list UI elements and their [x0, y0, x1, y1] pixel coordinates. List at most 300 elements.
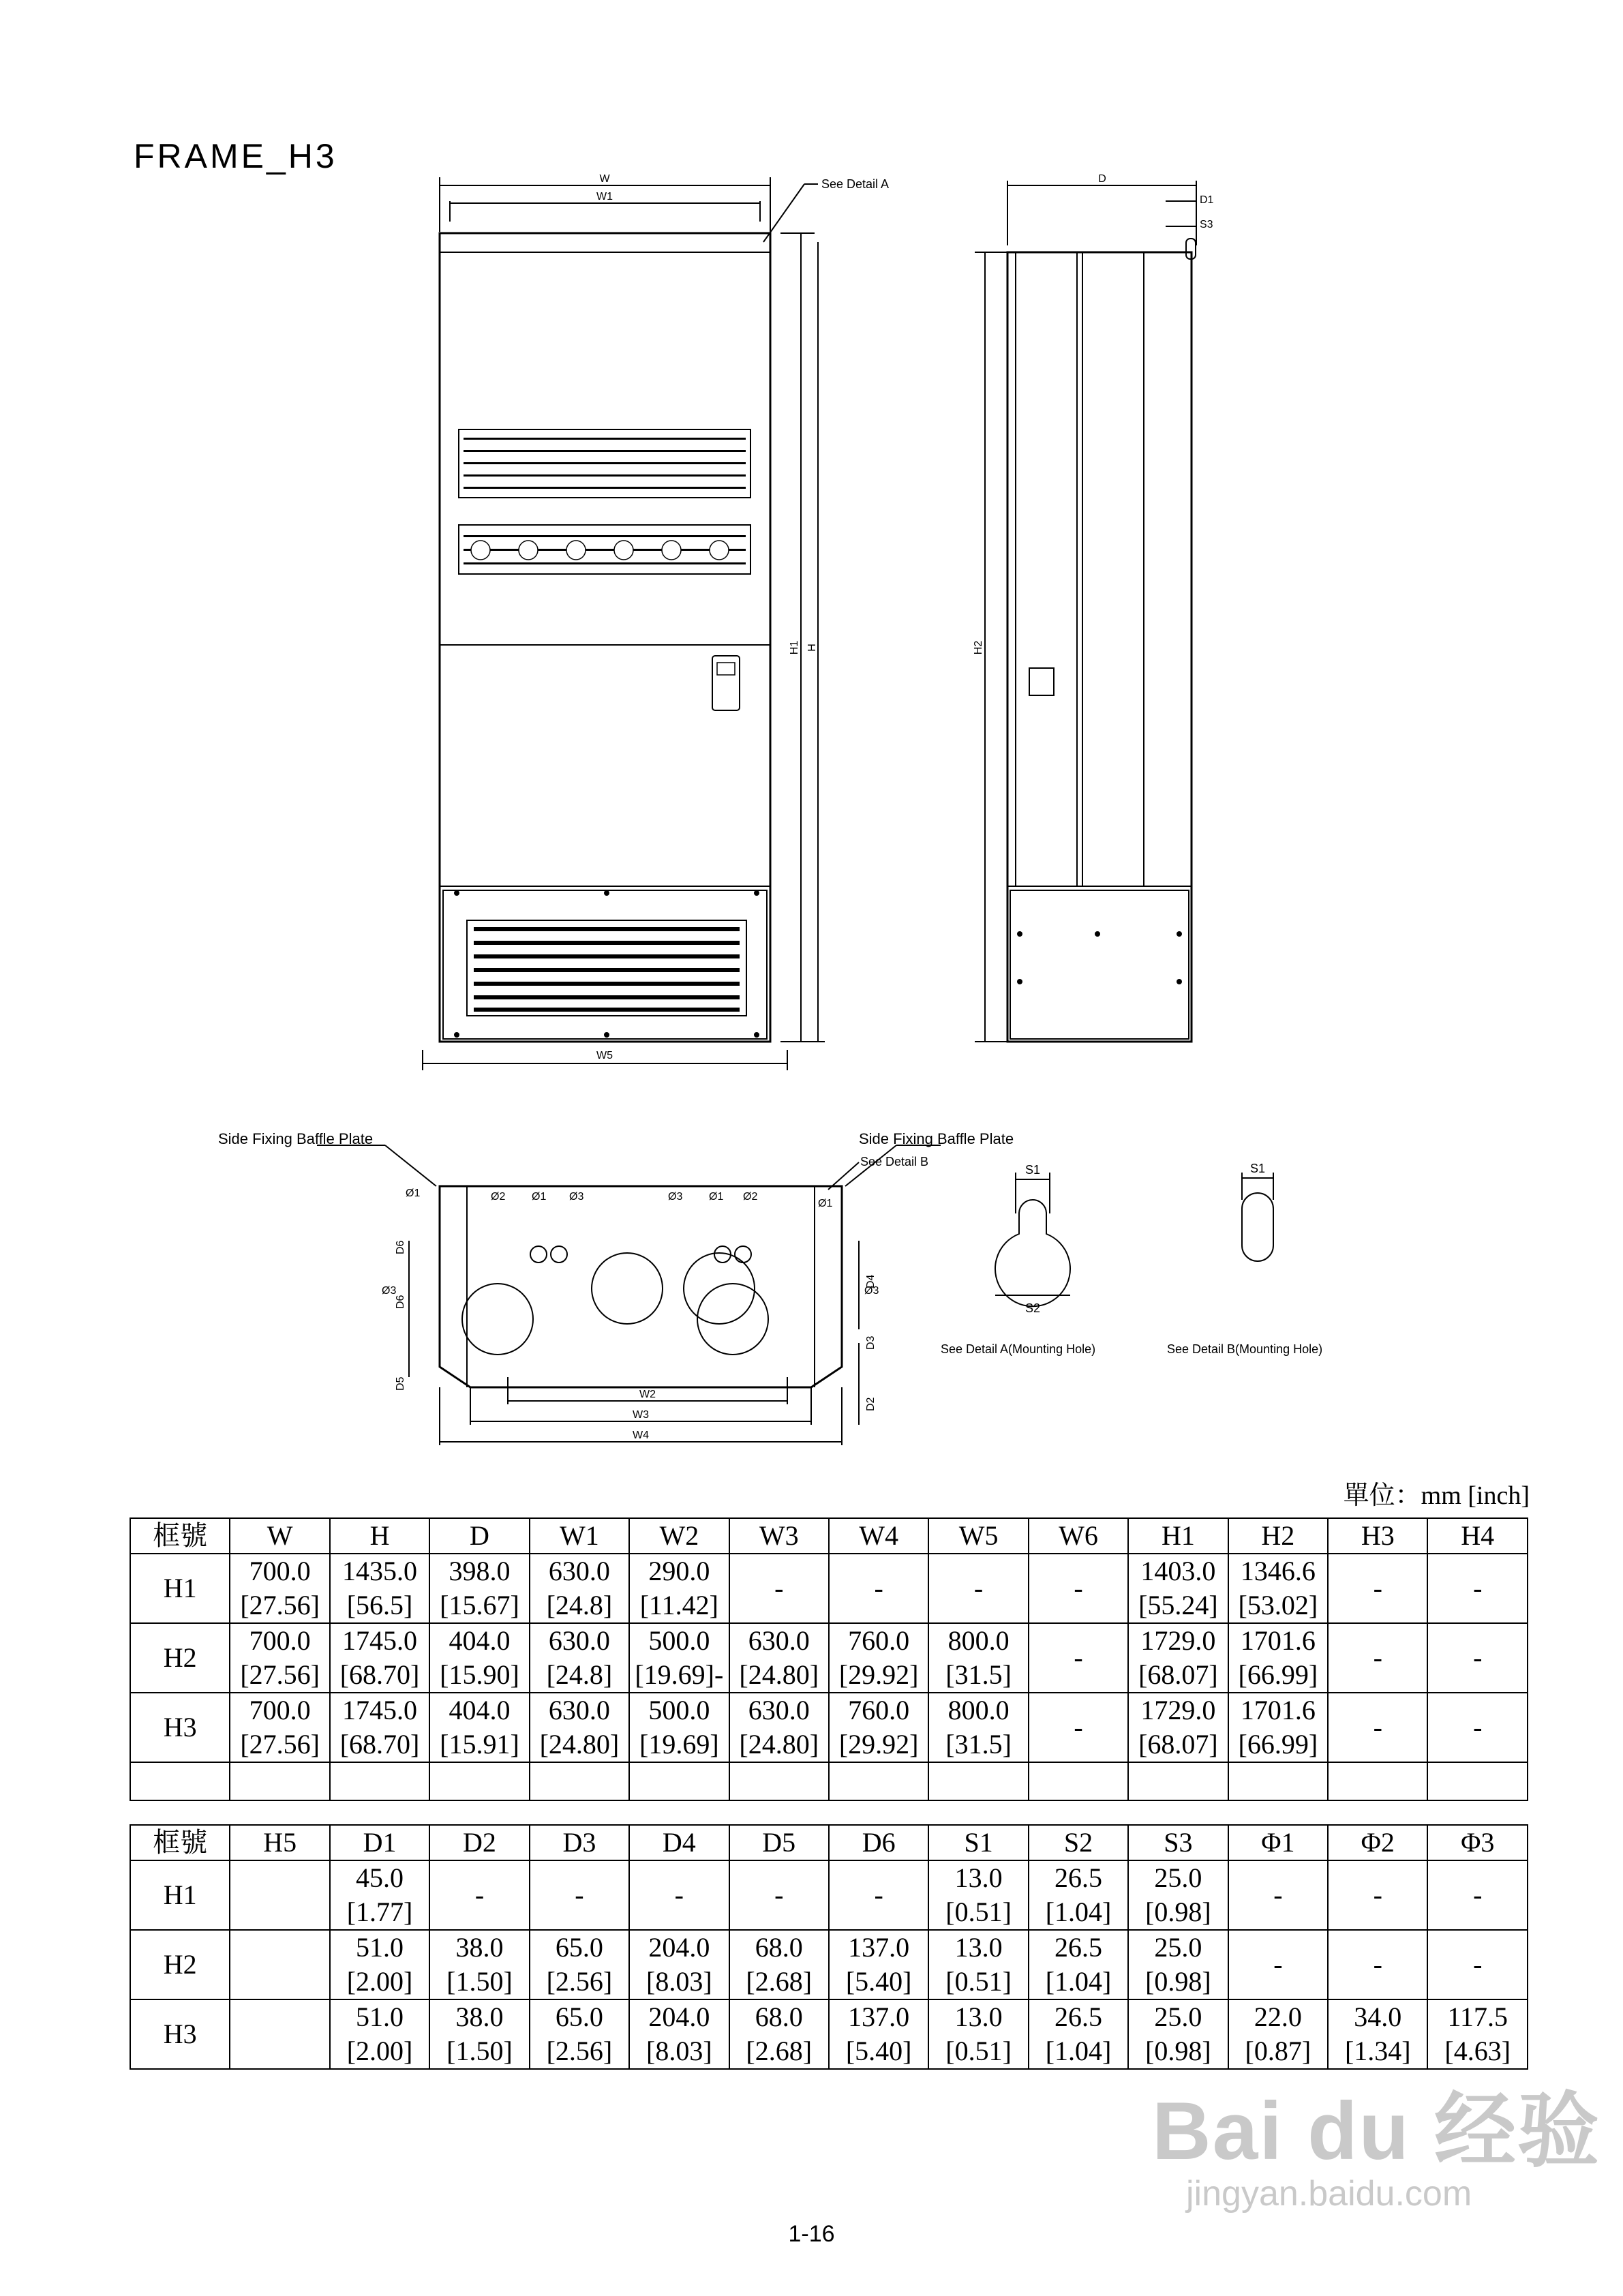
table-header: W6	[1029, 1518, 1128, 1554]
table-header: D1	[330, 1825, 429, 1860]
label-phi1-mid: Ø1	[532, 1191, 547, 1203]
cell-inch-value: [1.04]	[1045, 2036, 1112, 2066]
cell-value: 25.0	[1154, 2002, 1202, 2032]
cell-value: 38.0	[455, 1932, 504, 1963]
table-row	[130, 1693, 1528, 1762]
watermark-url: jingyan.baidu.com	[1186, 2174, 1472, 2214]
cell-value: 1729.0	[1140, 1695, 1216, 1725]
table-cell-empty	[629, 1762, 729, 1800]
table-cell	[1029, 1860, 1128, 1930]
table-cell-empty	[1128, 1762, 1228, 1800]
table-cell	[1128, 1693, 1228, 1762]
cell-value: 800.0	[947, 1695, 1010, 1725]
table-cell	[1427, 1554, 1528, 1623]
cell-value: 1745.0	[342, 1625, 418, 1656]
cell-inch-value: [19.69]-	[635, 1659, 724, 1690]
detail-a-caption: See Detail A(Mounting Hole)	[941, 1342, 1096, 1356]
table-cell	[330, 1930, 429, 1999]
cell-inch-value: [27.56]	[240, 1729, 320, 1759]
label-detail-b-s1: S1	[1249, 1162, 1266, 1175]
table-cell	[230, 1930, 329, 1999]
table-cell	[429, 1999, 529, 2069]
cell-value: 630.0	[548, 1556, 610, 1586]
label-phi3-left: Ø3	[382, 1285, 397, 1297]
label-phi1-far: Ø1	[818, 1198, 833, 1209]
cell-value: 1745.0	[342, 1695, 418, 1725]
cell-value: 26.5	[1055, 2002, 1102, 2032]
cell-value: 68.0	[755, 1932, 803, 1963]
table-cell	[829, 1693, 928, 1762]
table-cell	[629, 1623, 729, 1693]
table-cell	[829, 1623, 928, 1693]
cell-inch-value: [15.90]	[440, 1659, 519, 1690]
table-header: H1	[1128, 1518, 1228, 1554]
cell-value: 51.0	[356, 2002, 404, 2032]
table-cell	[429, 1930, 529, 1999]
cell-value: 760.0	[848, 1625, 910, 1656]
cell-value: 630.0	[748, 1695, 810, 1725]
cell-inch-value: [0.98]	[1145, 1966, 1211, 1997]
table-cell	[530, 1860, 629, 1930]
cell-inch-value: [24.80]	[539, 1729, 620, 1759]
cell-value: 137.0	[848, 1932, 910, 1963]
cell-value: -	[1473, 1949, 1483, 1980]
label-detail-a-s2: S2	[1025, 1301, 1041, 1315]
cell-value: 700.0	[249, 1556, 311, 1586]
cell-inch-value: [2.56]	[546, 1966, 613, 1997]
table-cell	[629, 1930, 729, 1999]
cell-inch-value: [2.00]	[346, 2036, 413, 2066]
label-w: W	[599, 173, 610, 185]
table-cell	[1328, 1623, 1427, 1693]
table-header: S2	[1029, 1825, 1128, 1860]
cell-inch-value: [8.03]	[646, 2036, 712, 2066]
cell-value: -	[1074, 1642, 1083, 1673]
cell-value: 51.0	[356, 1932, 404, 1963]
table-cell	[1029, 1623, 1128, 1693]
cell-inch-value: [68.70]	[339, 1659, 420, 1690]
cell-value: 1403.0	[1140, 1556, 1216, 1586]
cell-inch-value: [27.56]	[240, 1590, 320, 1620]
label-phi1-left: Ø1	[406, 1188, 421, 1199]
label-h2: H2	[973, 640, 984, 655]
cell-value: -	[1373, 1949, 1382, 1980]
table-cell-empty	[330, 1762, 429, 1800]
cell-value: 45.0	[356, 1862, 404, 1893]
label-w5: W5	[596, 1050, 613, 1061]
label-phi3-far: Ø3	[864, 1285, 879, 1297]
label-d6-bottom: D6	[395, 1295, 406, 1309]
cell-value: 13.0	[954, 1932, 1003, 1963]
table-cell-empty	[1328, 1762, 1427, 1800]
cell-inch-value: [24.8]	[546, 1590, 613, 1620]
table-cell	[1128, 1623, 1228, 1693]
cell-inch-value: [2.56]	[546, 2036, 613, 2066]
table-cell	[729, 1554, 829, 1623]
cell-inch-value: [53.02]	[1238, 1590, 1318, 1620]
table-cell	[429, 1860, 529, 1930]
cell-inch-value: [0.98]	[1145, 1897, 1211, 1927]
cell-value: -	[1074, 1573, 1083, 1603]
cell-inch-value: [2.68]	[746, 1966, 813, 1997]
table-row	[130, 1554, 1528, 1623]
cell-value: -	[1373, 1879, 1382, 1910]
cell-value: 700.0	[249, 1695, 311, 1725]
cell-value: 404.0	[449, 1695, 511, 1725]
table-header-row	[130, 1825, 1528, 1860]
cell-inch-value: [55.24]	[1138, 1590, 1218, 1620]
cell-inch-value: [15.67]	[440, 1590, 519, 1620]
frame-cell: H3	[130, 1999, 230, 2069]
table-cell-empty	[928, 1762, 1028, 1800]
table-cell	[1228, 1999, 1328, 2069]
table-cell	[629, 1693, 729, 1762]
table-cell	[928, 1860, 1028, 1930]
table-cell	[1427, 1693, 1528, 1762]
label-see-detail-a: See Detail A	[821, 177, 890, 191]
label-d3: D3	[865, 1335, 877, 1350]
table-header: D4	[629, 1825, 729, 1860]
table-header: Φ3	[1427, 1825, 1528, 1860]
label-phi2-right: Ø2	[743, 1191, 758, 1203]
table-cell-empty	[1029, 1762, 1128, 1800]
table-cell	[1328, 1930, 1427, 1999]
cell-inch-value: [0.51]	[945, 1966, 1012, 1997]
cell-value: 65.0	[555, 1932, 603, 1963]
detail-b-caption: See Detail B(Mounting Hole)	[1167, 1342, 1323, 1356]
cell-inch-value: [8.03]	[646, 1966, 712, 1997]
table-cell	[1128, 1930, 1228, 1999]
frame-cell: H1	[130, 1554, 230, 1623]
cell-value: 1701.6	[1240, 1695, 1316, 1725]
label-w3: W3	[633, 1409, 649, 1421]
dimension-table-bottom	[130, 1824, 1528, 2070]
cell-inch-value: [1.77]	[346, 1897, 413, 1927]
table-header: H2	[1228, 1518, 1328, 1554]
cell-value: -	[874, 1573, 883, 1603]
cell-value: 13.0	[954, 1862, 1003, 1893]
table-cell	[729, 1693, 829, 1762]
table-cell	[230, 1554, 329, 1623]
cell-value: -	[1273, 1879, 1283, 1910]
table-header: W3	[729, 1518, 829, 1554]
page-number: 1-16	[788, 2221, 835, 2247]
table-cell	[330, 1623, 429, 1693]
cell-value: -	[1473, 1879, 1483, 1910]
table-cell	[729, 1930, 829, 1999]
table-cell	[230, 1623, 329, 1693]
table-cell	[1128, 1860, 1228, 1930]
cell-value: -	[1273, 1949, 1283, 1980]
table-cell	[829, 1930, 928, 1999]
cell-value: -	[674, 1879, 684, 1910]
detail-a-drawing	[934, 1159, 1138, 1363]
cell-inch-value: [1.50]	[446, 1966, 513, 1997]
table-cell	[1328, 1860, 1427, 1930]
cell-inch-value: [0.98]	[1145, 2036, 1211, 2066]
cell-value: 290.0	[648, 1556, 710, 1586]
table-header-row	[130, 1518, 1528, 1554]
bottom-view-drawing	[204, 1125, 1022, 1479]
cell-value: 65.0	[555, 2002, 603, 2032]
table-cell	[629, 1554, 729, 1623]
cell-inch-value: [66.99]	[1238, 1659, 1318, 1690]
table-cell	[829, 1554, 928, 1623]
label-see-detail-b: See Detail B	[860, 1155, 929, 1168]
table-cell	[1228, 1860, 1328, 1930]
label-side-fixing-right: Side Fixing Baffle Plate	[859, 1130, 1014, 1147]
cell-value: -	[774, 1573, 784, 1603]
cell-value: 1435.0	[342, 1556, 418, 1586]
table-cell	[429, 1623, 529, 1693]
table-cell	[1228, 1623, 1328, 1693]
table-cell	[530, 1693, 629, 1762]
table-row	[130, 1930, 1528, 1999]
table-cell	[1228, 1930, 1328, 1999]
cell-value: 800.0	[947, 1625, 1010, 1656]
table-cell	[629, 1999, 729, 2069]
cell-inch-value: [1.50]	[446, 2036, 513, 2066]
cell-inch-value: [68.07]	[1138, 1729, 1218, 1759]
label-d4: D4	[865, 1274, 877, 1288]
table-header: Φ1	[1228, 1825, 1328, 1860]
cell-value: -	[1373, 1712, 1382, 1742]
cell-value: -	[575, 1879, 584, 1910]
table-cell-empty	[829, 1762, 928, 1800]
cell-inch-value: [5.40]	[845, 1966, 912, 1997]
table-header: D6	[829, 1825, 928, 1860]
table-cell	[530, 1623, 629, 1693]
label-h1: H1	[789, 640, 800, 655]
cell-inch-value: [27.56]	[240, 1659, 320, 1690]
table-header: W	[230, 1518, 329, 1554]
table-header: S1	[928, 1825, 1028, 1860]
cell-value: 117.5	[1447, 2002, 1508, 2032]
table-cell	[230, 1860, 329, 1930]
dimension-table-top	[130, 1517, 1528, 1801]
label-w4: W4	[633, 1430, 649, 1441]
frame-cell: H2	[130, 1930, 230, 1999]
table-cell	[729, 1999, 829, 2069]
cell-inch-value: [4.63]	[1444, 2036, 1511, 2066]
table-cell	[1427, 1930, 1528, 1999]
cell-inch-value: [24.8]	[546, 1659, 613, 1690]
table-header: W5	[928, 1518, 1028, 1554]
cell-value: -	[474, 1879, 485, 1910]
cell-inch-value: [31.5]	[945, 1729, 1012, 1759]
table-header: W2	[629, 1518, 729, 1554]
table-cell	[729, 1623, 829, 1693]
table-cell	[1029, 1999, 1128, 2069]
cell-inch-value: [31.5]	[945, 1659, 1012, 1690]
label-s3: S3	[1200, 219, 1213, 230]
table-header: D5	[729, 1825, 829, 1860]
table-cell	[829, 1999, 928, 2069]
cell-inch-value: [68.07]	[1138, 1659, 1218, 1690]
cell-value: 68.0	[755, 2002, 803, 2032]
cell-value: 630.0	[548, 1695, 610, 1725]
table-cell	[1128, 1999, 1228, 2069]
table-cell	[1427, 1999, 1528, 2069]
cell-value: -	[874, 1879, 883, 1910]
cell-inch-value: [15.91]	[440, 1729, 519, 1759]
cell-value: -	[1473, 1712, 1483, 1742]
cell-inch-value: [0.51]	[945, 2036, 1012, 2066]
cell-inch-value: [29.92]	[838, 1659, 919, 1690]
cell-inch-value: [68.70]	[339, 1729, 420, 1759]
table-header: Φ2	[1328, 1825, 1427, 1860]
cell-value: -	[1473, 1642, 1483, 1673]
cell-inch-value: [56.5]	[346, 1590, 413, 1620]
cell-inch-value: [0.87]	[1245, 2036, 1311, 2066]
label-d1: D1	[1200, 194, 1214, 206]
table-header: H3	[1328, 1518, 1427, 1554]
cell-value: 38.0	[455, 2002, 504, 2032]
frame-cell: H1	[130, 1860, 230, 1930]
table-row	[130, 1860, 1528, 1930]
cell-inch-value: [1.04]	[1045, 1966, 1112, 1997]
cell-value: 13.0	[954, 2002, 1003, 2032]
cell-value: 34.0	[1354, 2002, 1402, 2032]
label-w2: W2	[639, 1389, 656, 1400]
table-cell	[1328, 1693, 1427, 1762]
cell-value: 760.0	[848, 1695, 910, 1725]
frame-cell: H3	[130, 1693, 230, 1762]
cell-inch-value: [11.42]	[639, 1590, 718, 1620]
table-cell	[530, 1930, 629, 1999]
table-cell	[1228, 1693, 1328, 1762]
table-cell	[1328, 1554, 1427, 1623]
cell-value: -	[973, 1573, 984, 1603]
table-cell	[1427, 1623, 1528, 1693]
cell-value: 204.0	[648, 1932, 710, 1963]
cell-inch-value: [24.80]	[739, 1659, 819, 1690]
detail-b-drawing	[1159, 1159, 1363, 1363]
label-phi2-left: Ø2	[491, 1191, 506, 1203]
label-d6-top: D6	[395, 1240, 406, 1254]
table-row	[130, 1623, 1528, 1693]
table-header: D2	[429, 1825, 529, 1860]
cell-inch-value: [0.51]	[945, 1897, 1012, 1927]
table-header: D3	[530, 1825, 629, 1860]
cell-inch-value: [1.34]	[1344, 2036, 1411, 2066]
cell-value: 500.0	[648, 1695, 710, 1725]
table-cell	[230, 1693, 329, 1762]
table-header: H5	[230, 1825, 329, 1860]
cell-value: 1729.0	[1140, 1625, 1216, 1656]
table-cell	[1427, 1860, 1528, 1930]
label-detail-a-s1: S1	[1025, 1163, 1041, 1177]
table-top-body	[130, 1554, 1528, 1800]
table-cell	[729, 1860, 829, 1930]
cell-inch-value: [2.68]	[746, 2036, 813, 2066]
cell-inch-value: [1.04]	[1045, 1897, 1112, 1927]
table-cell	[1029, 1554, 1128, 1623]
label-d: D	[1098, 173, 1106, 185]
table-cell	[928, 1999, 1028, 2069]
table-cell	[330, 1554, 429, 1623]
cell-value: 25.0	[1154, 1932, 1202, 1963]
table-header: 框號	[130, 1518, 230, 1554]
cell-value: 398.0	[449, 1556, 511, 1586]
table-cell-empty	[530, 1762, 629, 1800]
table-cell	[928, 1930, 1028, 1999]
cell-value: 630.0	[748, 1625, 810, 1656]
label-w1: W1	[596, 191, 613, 202]
table-cell-empty	[429, 1762, 529, 1800]
table-header: W4	[829, 1518, 928, 1554]
table-header: H	[330, 1518, 429, 1554]
cell-value: 137.0	[848, 2002, 910, 2032]
cell-value: 26.5	[1055, 1932, 1102, 1963]
table-cell	[530, 1554, 629, 1623]
table-cell	[928, 1693, 1028, 1762]
label-phi3-right: Ø3	[668, 1191, 683, 1203]
cell-inch-value: [29.92]	[838, 1729, 919, 1759]
cell-value: 700.0	[249, 1625, 311, 1656]
table-cell	[928, 1623, 1028, 1693]
table-cell	[230, 1999, 329, 2069]
table-cell	[530, 1999, 629, 2069]
table-bottom-body	[130, 1860, 1528, 2069]
cell-value: 26.5	[1055, 1862, 1102, 1893]
label-d2: D2	[865, 1397, 877, 1411]
cell-inch-value: [24.80]	[739, 1729, 819, 1759]
cell-value: 404.0	[449, 1625, 511, 1656]
table-cell-empty	[1427, 1762, 1528, 1800]
cell-value: 1701.6	[1240, 1625, 1316, 1656]
table-row	[130, 1999, 1528, 2069]
table-cell-empty	[1228, 1762, 1328, 1800]
table-cell	[429, 1554, 529, 1623]
cell-value: -	[1373, 1573, 1382, 1603]
table-empty-row	[130, 1762, 1528, 1800]
cell-value: -	[774, 1879, 784, 1910]
label-h: H	[806, 644, 818, 652]
cell-value: 1346.6	[1240, 1556, 1316, 1586]
frame-cell: H2	[130, 1623, 230, 1693]
cell-value: 22.0	[1254, 2002, 1302, 2032]
table-cell	[330, 1999, 429, 2069]
cell-value: -	[1373, 1642, 1382, 1673]
cell-value: -	[1473, 1573, 1483, 1603]
table-cell	[1328, 1999, 1427, 2069]
table-cell	[429, 1693, 529, 1762]
cell-value: 630.0	[548, 1625, 610, 1656]
side-view-drawing	[954, 170, 1227, 1091]
label-phi1-right: Ø1	[709, 1191, 724, 1203]
table-header: 框號	[130, 1825, 230, 1860]
table-cell	[330, 1693, 429, 1762]
table-cell	[330, 1860, 429, 1930]
table-header: H4	[1427, 1518, 1528, 1554]
table-header: W1	[530, 1518, 629, 1554]
cell-value: 25.0	[1154, 1862, 1202, 1893]
table-cell	[1029, 1930, 1128, 1999]
cell-value: 500.0	[648, 1625, 710, 1656]
table-cell	[928, 1554, 1028, 1623]
watermark-logo: Bai du 经验	[1152, 2085, 1601, 2177]
cell-inch-value: [2.00]	[346, 1966, 413, 1997]
front-view-drawing	[409, 170, 890, 1091]
cell-value: -	[1074, 1712, 1083, 1742]
table-cell	[1228, 1554, 1328, 1623]
table-cell-empty	[729, 1762, 829, 1800]
table-cell	[1029, 1693, 1128, 1762]
table-header: S3	[1128, 1825, 1228, 1860]
label-phi3-mid: Ø3	[569, 1191, 584, 1203]
cell-inch-value: [66.99]	[1238, 1729, 1318, 1759]
